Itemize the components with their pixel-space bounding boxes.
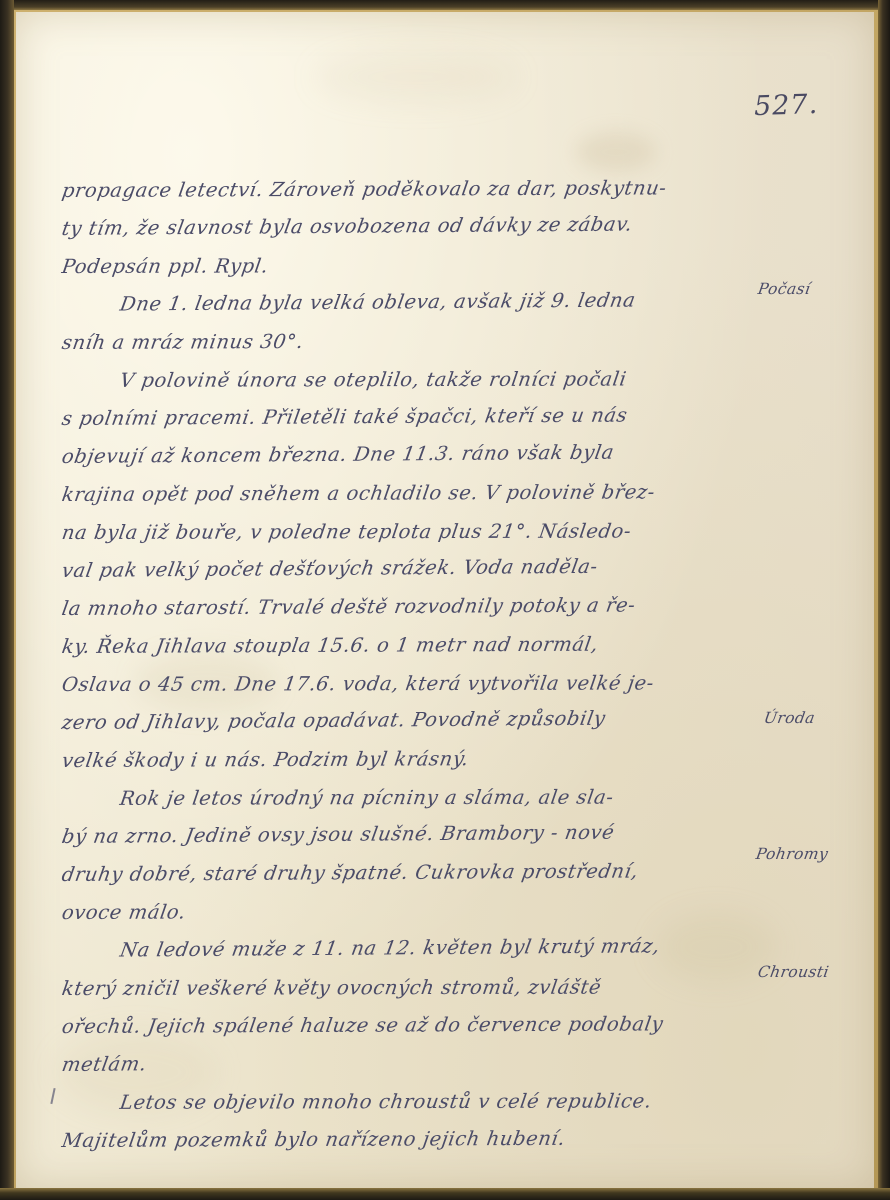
text-line: Oslava o 45 cm. Dne 17.6. voda, která vytvořila velké je- [60,671,656,696]
text-line: s polními pracemi. Přiletěli také špačci, kteří se u nás [60,403,630,430]
text-line: který zničil veškeré květy ovocných stromů, zvláště [60,975,603,1000]
text-line: metlám. [60,1052,149,1076]
book-binding-left [0,0,14,1200]
book-edge-top [0,0,890,10]
text-line: na byla již bouře, v poledne teplota plus 21°. Následo- [60,519,633,544]
margin-note-uroda: Úroda [762,709,817,727]
paper-stain [316,52,516,102]
text-line: la mnoho starostí. Trvalé deště rozvodnily potoky a ře- [60,593,638,620]
book-edge-bottom [0,1188,890,1200]
text-line: ořechů. Jejich spálené haluze se až do července podobaly [60,1012,666,1038]
text-line: velké škody i u nás. Podzim byl krásný. [60,747,471,772]
text-line: val pak velký počet dešťových srážek. Voda naděla- [60,554,600,582]
text-line: ty tím, že slavnost byla osvobozena od dávky ze zábav. [60,212,635,240]
margin-note-pocasi: Počasí [756,280,812,298]
stray-pen-mark [50,1088,55,1104]
text-line: zero od Jihlavy, počala opadávat. Povodně způsobily [60,706,608,734]
text-line: Na ledové muže z 11. na 12. květen byl krutý mráz, [118,934,662,962]
margin-note-pohromy: Pohromy [754,845,830,863]
margin-note-chrousti: Chrousti [756,963,831,981]
text-line: bý na zrno. Jedině ovsy jsou slušné. Brambory - nové [60,820,617,848]
text-line: Rok je letos úrodný na pícniny a sláma, ale sla- [118,785,616,810]
text-line: propagace letectví. Zároveň poděkovalo za dar, poskytnu- [60,176,669,202]
book-edge-right [878,0,890,1200]
paper-leaf [16,12,874,1188]
text-line: Letos se objevilo mnoho chroustů v celé republice. [118,1089,654,1114]
text-line: sníh a mráz minus 30°. [60,329,306,354]
paper-stain [576,132,656,172]
text-line: ky. Řeka Jihlava stoupla 15.6. o 1 metr nad normál, [60,632,601,658]
text-line: Podepsán ppl. Rypl. [60,254,271,278]
text-line: druhy dobré, staré druhy špatné. Cukrovka prostřední, [60,859,641,886]
text-line: Majitelům pozemků bylo nařízeno jejich hubení. [60,1126,568,1152]
text-line: objevují až koncem března. Dne 11.3. ráno však byla [60,440,617,468]
handwritten-body [62,172,802,1160]
page-number: 527. [753,88,819,123]
text-line: ovoce málo. [60,900,188,924]
text-line: V polovině února se oteplilo, takže rolníci počali [118,367,629,392]
text-line: krajina opět pod sněhem a ochladilo se. V polovině břez- [60,480,657,506]
text-line: Dne 1. ledna byla velká obleva, avšak již 9. ledna [118,288,638,316]
